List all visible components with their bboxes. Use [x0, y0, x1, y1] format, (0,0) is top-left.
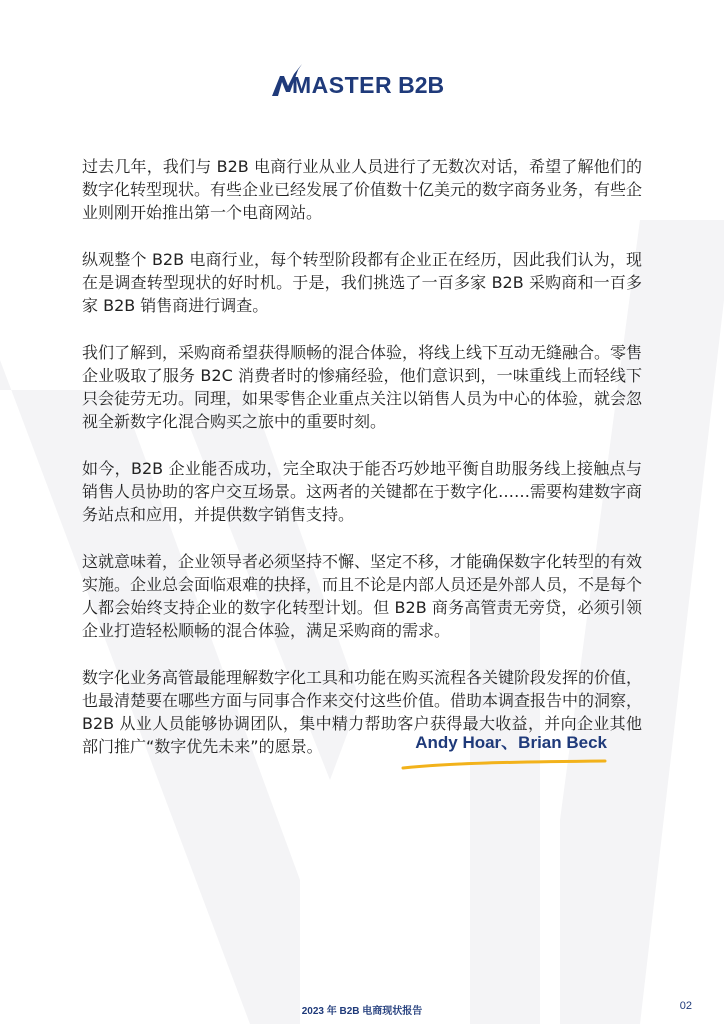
signature-underline	[401, 759, 607, 771]
signature-block	[403, 728, 607, 771]
paragraph-1: 过去几年，我们与 B2B 电商行业从业人员进行了无数次对话，希望了解他们的数字化转型现状。有些企业已经发展了价值数十亿美元的数字商务业务，有些企业则刚开始推出第一个电商网站。	[82, 157, 643, 222]
page-number: 02	[679, 1000, 692, 1012]
footer-report-title: 2023 年 B2B 电商现状报告	[301, 1006, 423, 1017]
paragraph-5: 这就意味着，企业领导者必须坚持不懈、坚定不移，才能确保数字化转型的有效实施。企业总会面临艰难的抉择，而且不论是内部人员还是外部人员，不是每个人都会始终支持企业的数字化转型计划。但 B2B 商务高管责无旁贷，必须引领企业打造轻松顺畅的混合体验，满足采购商的需求。	[82, 552, 643, 640]
logo-text-master: MASTER	[292, 72, 393, 98]
letter-body	[82, 155, 642, 782]
logo-wordmark	[292, 72, 444, 99]
paragraph-6: 数字化业务高管最能理解数字化工具和功能在购买流程各关键阶段发挥的价值，也最清楚要在哪些方面与同事合作来交付这些价值。借助本调查报告中的洞察，B2B 从业人员能够协调团队，集中精力帮助客户获得最大收益，并向企业其他部门推广“数字优先未来”的愿景。	[82, 668, 643, 756]
paragraph-3: 我们了解到，采购商希望获得顺畅的混合体验，将线上线下互动无缝融合。零售企业吸取了服务 B2C 消费者时的惨痛经验，他们意识到，一味重线上而轻线下只会徒劳无功。同理，如果零售企业重点关注以销售人员为中心的体验，就会忽视全新数字化混合购买之旅中的重要时刻。	[82, 343, 643, 431]
paragraph-2: 纵观整个 B2B 电商行业，每个转型阶段都有企业正在经历，因此我们认为，现在是调查转型现状的好时机。于是，我们挑选了一百多家 B2B 采购商和一百多家 B2B 销售商进行调查。	[82, 250, 642, 315]
master-b2b-logo	[268, 62, 458, 102]
logo-text-b2b: B2B	[398, 72, 445, 98]
signature-names: Andy Hoar、Brian Beck	[415, 733, 607, 752]
paragraph-4: 如今，B2B 企业能否成功，完全取决于能否巧妙地平衡自助服务线上接触点与销售人员协助的客户交互场景。这两者的关键都在于数字化……需要构建数字商务站点和应用，并提供数字销售支持。	[82, 459, 643, 524]
